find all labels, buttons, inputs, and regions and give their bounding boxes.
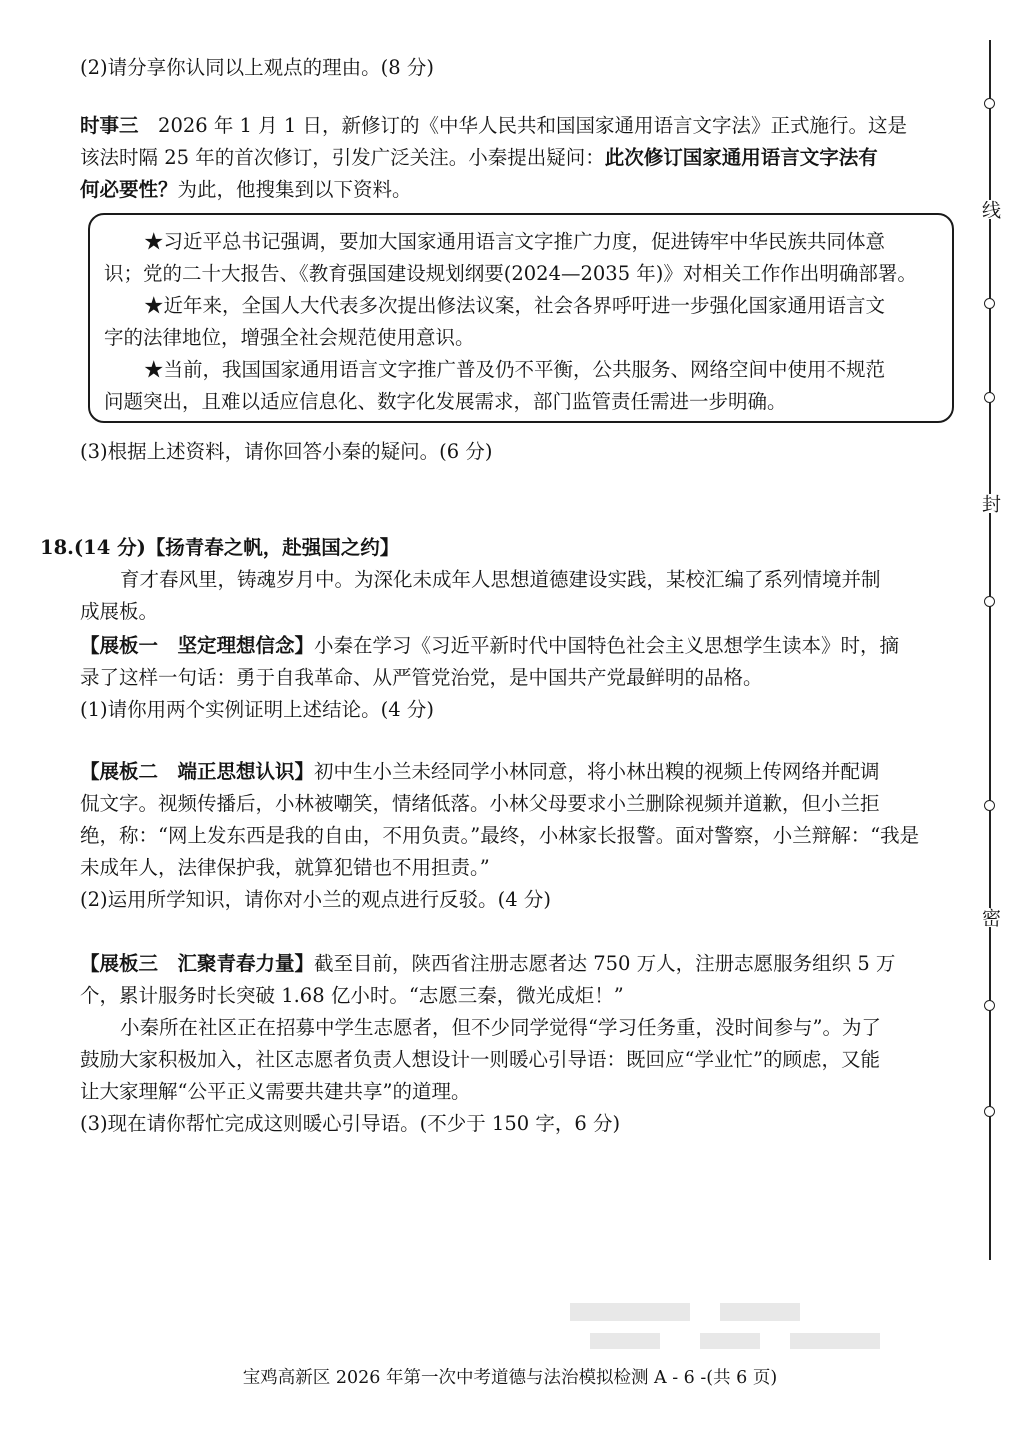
bleed-through-smudge xyxy=(570,1297,960,1357)
material-3b: 问题突出，且难以适应信息化、数字化发展需求，部门监管责任需进一步明确。 xyxy=(104,390,787,413)
material-1b: 识；党的二十大报告、《教育强国建设规划纲要(2024—2035 年)》对相关工作作出明确部署。 xyxy=(104,262,917,285)
event3-question-part2: 何必要性？ xyxy=(80,178,178,201)
binding-hole-2 xyxy=(984,298,995,309)
panel2-line2: 侃文字。视频传播后，小林被嘲笑，情绪低落。小林父母要求小兰删除视频并道歉，但小兰拒 xyxy=(80,792,880,815)
panel1-line2: 录了这样一句话：勇于自我革命、从严管党治党，是中国共产党最鲜明的品格。 xyxy=(80,666,763,689)
panel2-title: 【展板二 端正思想认识】 xyxy=(80,760,315,783)
q18-intro2: 成展板。 xyxy=(80,600,159,623)
binding-hole-3 xyxy=(984,392,995,403)
panel3-title: 【展板三 汇聚青春力量】 xyxy=(80,952,315,975)
panel3-line1 xyxy=(80,949,895,979)
event3-label: 时事三 xyxy=(80,114,139,137)
event3-text2: 该法时隔 25 年的首次修订，引发广泛关注。小秦提出疑问： xyxy=(80,146,605,169)
panel1-title: 【展板一 坚定理想信念】 xyxy=(80,634,315,657)
event3-line1 xyxy=(80,111,907,141)
binding-line xyxy=(979,40,1001,1260)
panel2-line1 xyxy=(80,757,880,787)
material-3a: ★当前，我国国家通用语言文字推广普及仍不平衡，公共服务、网络空间中使用不规范 xyxy=(144,358,886,381)
binding-hole-6 xyxy=(984,1000,995,1011)
panel3-line3: 小秦所在社区正在招募中学生志愿者，但不少同学觉得“学习任务重，没时间参与”。为了 xyxy=(120,1016,881,1039)
event3-line2 xyxy=(80,143,878,173)
q17-part2: (2)请分享你认同以上观点的理由。(8 分) xyxy=(80,56,434,79)
panel2-line4: 未成年人，法律保护我，就算犯错也不用担责。” xyxy=(80,856,490,879)
panel2-text1: 初中生小兰未经同学小林同意，将小林出糗的视频上传网络并配调 xyxy=(314,760,880,783)
event3-line3 xyxy=(80,175,412,205)
event3-text1: 2026 年 1 月 1 日，新修订的《中华人民共和国国家通用语言文字法》正式施行。这是 xyxy=(158,114,907,137)
q18-part3: (3)现在请你帮忙完成这则暖心引导语。(不少于 150 字，6 分) xyxy=(80,1112,621,1135)
panel3-line4: 鼓励大家积极加入，社区志愿者负责人想设计一则暖心引导语：既回应“学业忙”的顾虑，又能 xyxy=(80,1048,880,1071)
q18-intro1: 育才春风里，铸魂岁月中。为深化未成年人思想道德建设实践，某校汇编了系列情境并制 xyxy=(120,568,881,591)
binding-hole-7 xyxy=(984,1106,995,1117)
panel3-line5: 让大家理解“公平正义需要共建共享”的道理。 xyxy=(80,1080,471,1103)
event3-question-part1: 此次修订国家通用语言文字法有 xyxy=(604,146,878,169)
binding-mark-line: 线 xyxy=(979,200,1001,219)
page-footer: 宝鸡高新区 2026 年第一次中考道德与法治模拟检测 A - 6 -(共 6 页) xyxy=(242,1368,778,1388)
event3-text3: 为此，他搜集到以下资料。 xyxy=(177,178,412,201)
panel1-line1 xyxy=(80,631,899,661)
q17-part3: (3)根据上述资料，请你回答小秦的疑问。(6 分) xyxy=(80,440,493,463)
q18-header: 18.(14 分)【扬青春之帆，赴强国之约】 xyxy=(40,536,400,559)
material-1a: ★习近平总书记强调，要加大国家通用语言文字推广力度，促进铸牢中华民族共同体意 xyxy=(144,230,886,253)
binding-hole-1 xyxy=(984,98,995,109)
binding-hole-4 xyxy=(984,596,995,607)
binding-rule xyxy=(989,40,991,1260)
panel3-line2: 个，累计服务时长突破 1.68 亿小时。“志愿三秦，微光成炬！” xyxy=(80,984,624,1007)
panel2-line3: 绝，称：“网上发东西是我的自由，不用负责。”最终，小林家长报警。面对警察，小兰辩解：“我是 xyxy=(80,824,920,847)
q18-part1: (1)请你用两个实例证明上述结论。(4 分) xyxy=(80,698,434,721)
binding-mark-seal: 封 xyxy=(979,494,1001,513)
binding-mark-secret: 密 xyxy=(979,908,1001,927)
material-2a: ★近年来，全国人大代表多次提出修法议案，社会各界呼吁进一步强化国家通用语言文 xyxy=(144,294,886,317)
q18-part2: (2)运用所学知识，请你对小兰的观点进行反驳。(4 分) xyxy=(80,888,551,911)
material-2b: 字的法律地位，增强全社会规范使用意识。 xyxy=(104,326,475,349)
panel1-text1: 小秦在学习《习近平新时代中国特色社会主义思想学生读本》时，摘 xyxy=(314,634,900,657)
panel3-text1: 截至目前，陕西省注册志愿者达 750 万人，注册志愿服务组织 5 万 xyxy=(314,952,896,975)
binding-hole-5 xyxy=(984,800,995,811)
